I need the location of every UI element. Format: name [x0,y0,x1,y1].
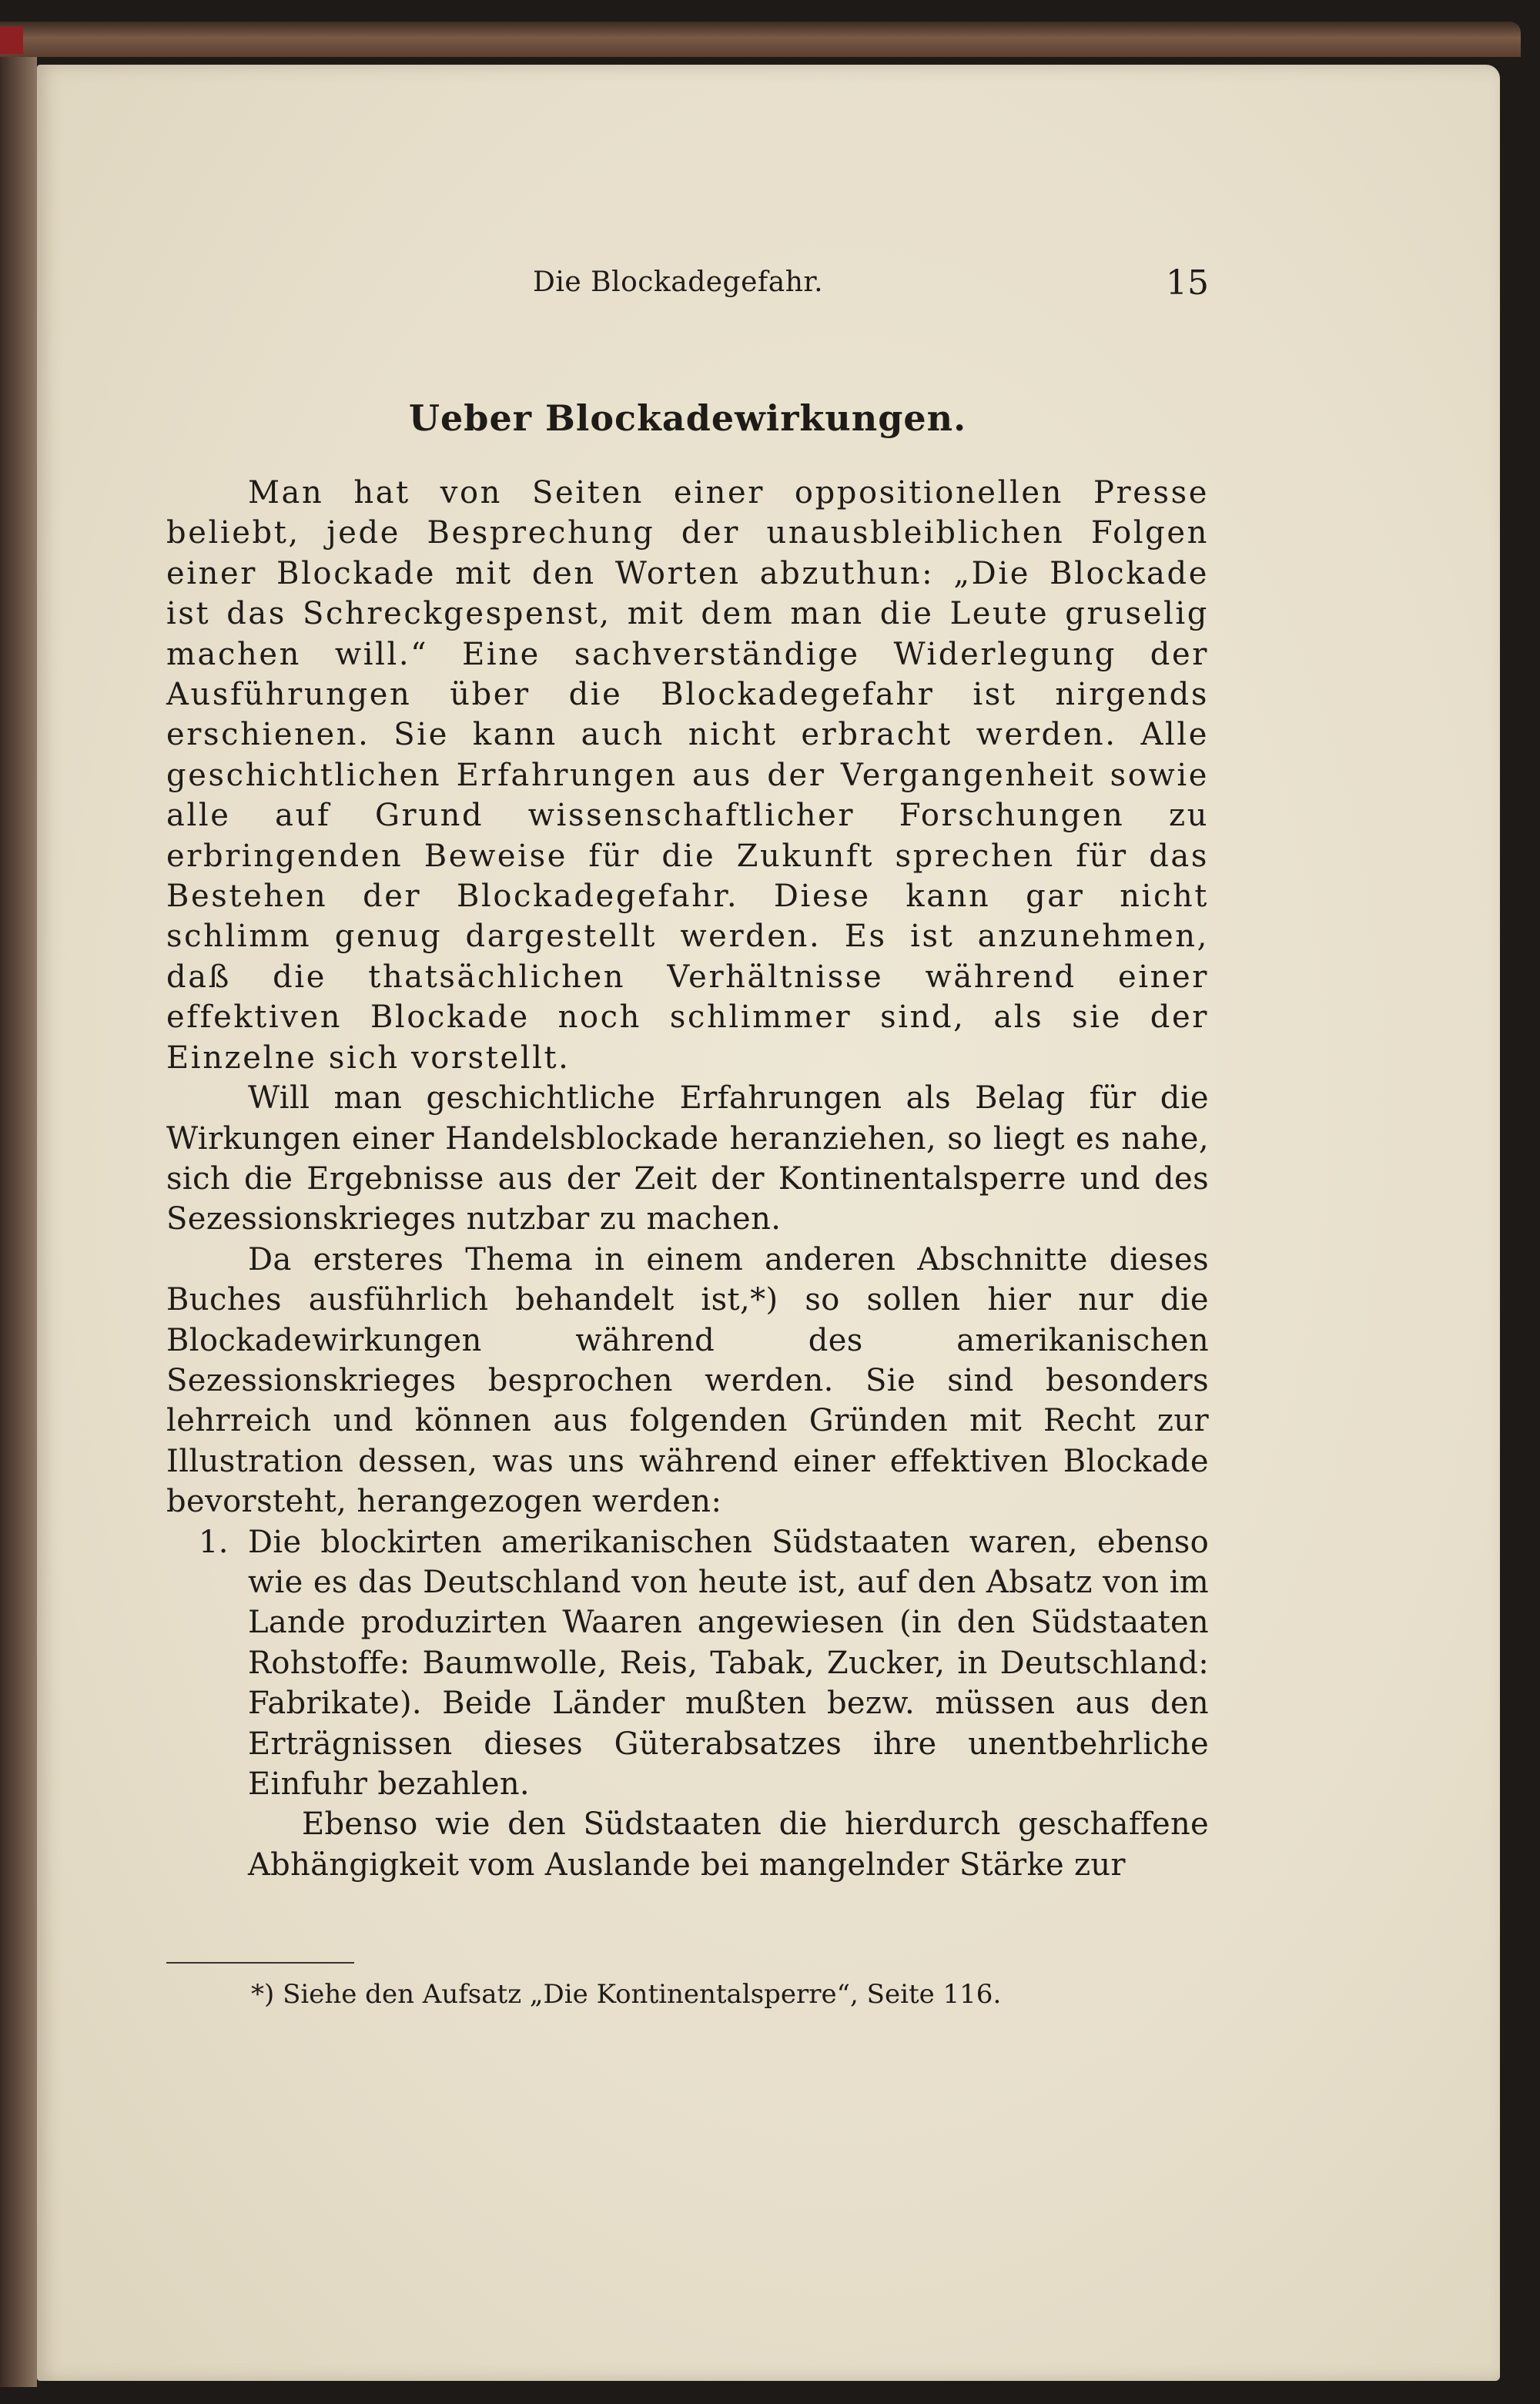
section-heading: Ueber Blockadewirkungen. [408,397,967,439]
list-item [166,1522,1209,1805]
paragraph-1: Man hat von Seiten einer oppositionellen Presse beliebt, jede Besprechung der unausbleiblichen Folgen einer Blockade mit den Worten abzuthun: „Die Blockade ist das Schreckgespenst, mit dem man die Leute gruselig machen will.“ Eine sachverständige Widerlegung der Ausführungen über die Blockadegefahr ist nirgends erschienen. Sie kann auch nicht erbracht werden. Alle geschichtlichen Erfahrungen aus der Vergangenheit sowie alle auf Grund wissenschaftlicher Forschungen zu erbringenden Beweise für die Zukunft sprechen für das Bestehen der Blockadegefahr. Diese kann gar nicht schlimm genug dargestellt werden. Es ist anzunehmen, daß die thatsächlichen Verhältnisse während einer effektiven Blockade noch schlimmer sind, als sie der Einzelne sich vorstellt. [166,475,1209,1076]
book-page [37,65,1500,2381]
running-title: Die Blockadegefahr. [533,266,824,298]
book-cover-edge [0,22,1521,57]
paragraph-3: Da ersteres Thema in einem anderen Abschnitte dieses Buches ausführlich behandelt ist,*) so sollen hier nur die Blockadewirkungen während des amerikanischen Sezessionskrieges besprochen werden. Sie sind besonders lehrreich und können aus folgenden Gründen mit Recht zur Illustration dessen, was uns während einer effektiven Blockade bevorsteht, herangezogen werden: [166,1241,1209,1520]
body-text [166,473,1209,1885]
running-head [166,263,1209,305]
list-item-text: Die blockirten amerikanischen Südstaaten waren, ebenso wie es das Deutschland von heute ist, auf den Absatz von im Lande produzirten Waaren angewiesen (in den Südstaaten Rohstoffe: Baumwolle, Reis, Tabak, Zucker, in Deutschland: Fabrikate). Beide Länder mußten bezw. müssen aus den Erträgnissen dieses Güterabsatzes ihre unentbehrliche Einfuhr bezahlen. [248,1524,1209,1802]
footnote-divider [166,1962,354,1964]
page-number: 15 [1166,263,1209,303]
footnote: *) Siehe den Aufsatz „Die Kontinentalsperre“, Seite 116. [251,1979,1002,2010]
book-spine-edge [0,31,37,2387]
paragraph-2: Will man geschichtliche Erfahrungen als Belag für die Wirkungen einer Handelsblockade heranziehen, so liegt es nahe, sich die Ergebnisse aus der Zeit der Kontinentalsperre und des Sezessionskrieges nutzbar zu machen. [166,1080,1209,1237]
bookmark-ribbon [0,26,23,54]
list-item-number: 1. [199,1524,229,1560]
list-item-followup: Ebenso wie den Südstaaten die hierdurch geschaffene Abhängigkeit vom Auslande bei mangelnder Stärke zur [248,1806,1209,1883]
